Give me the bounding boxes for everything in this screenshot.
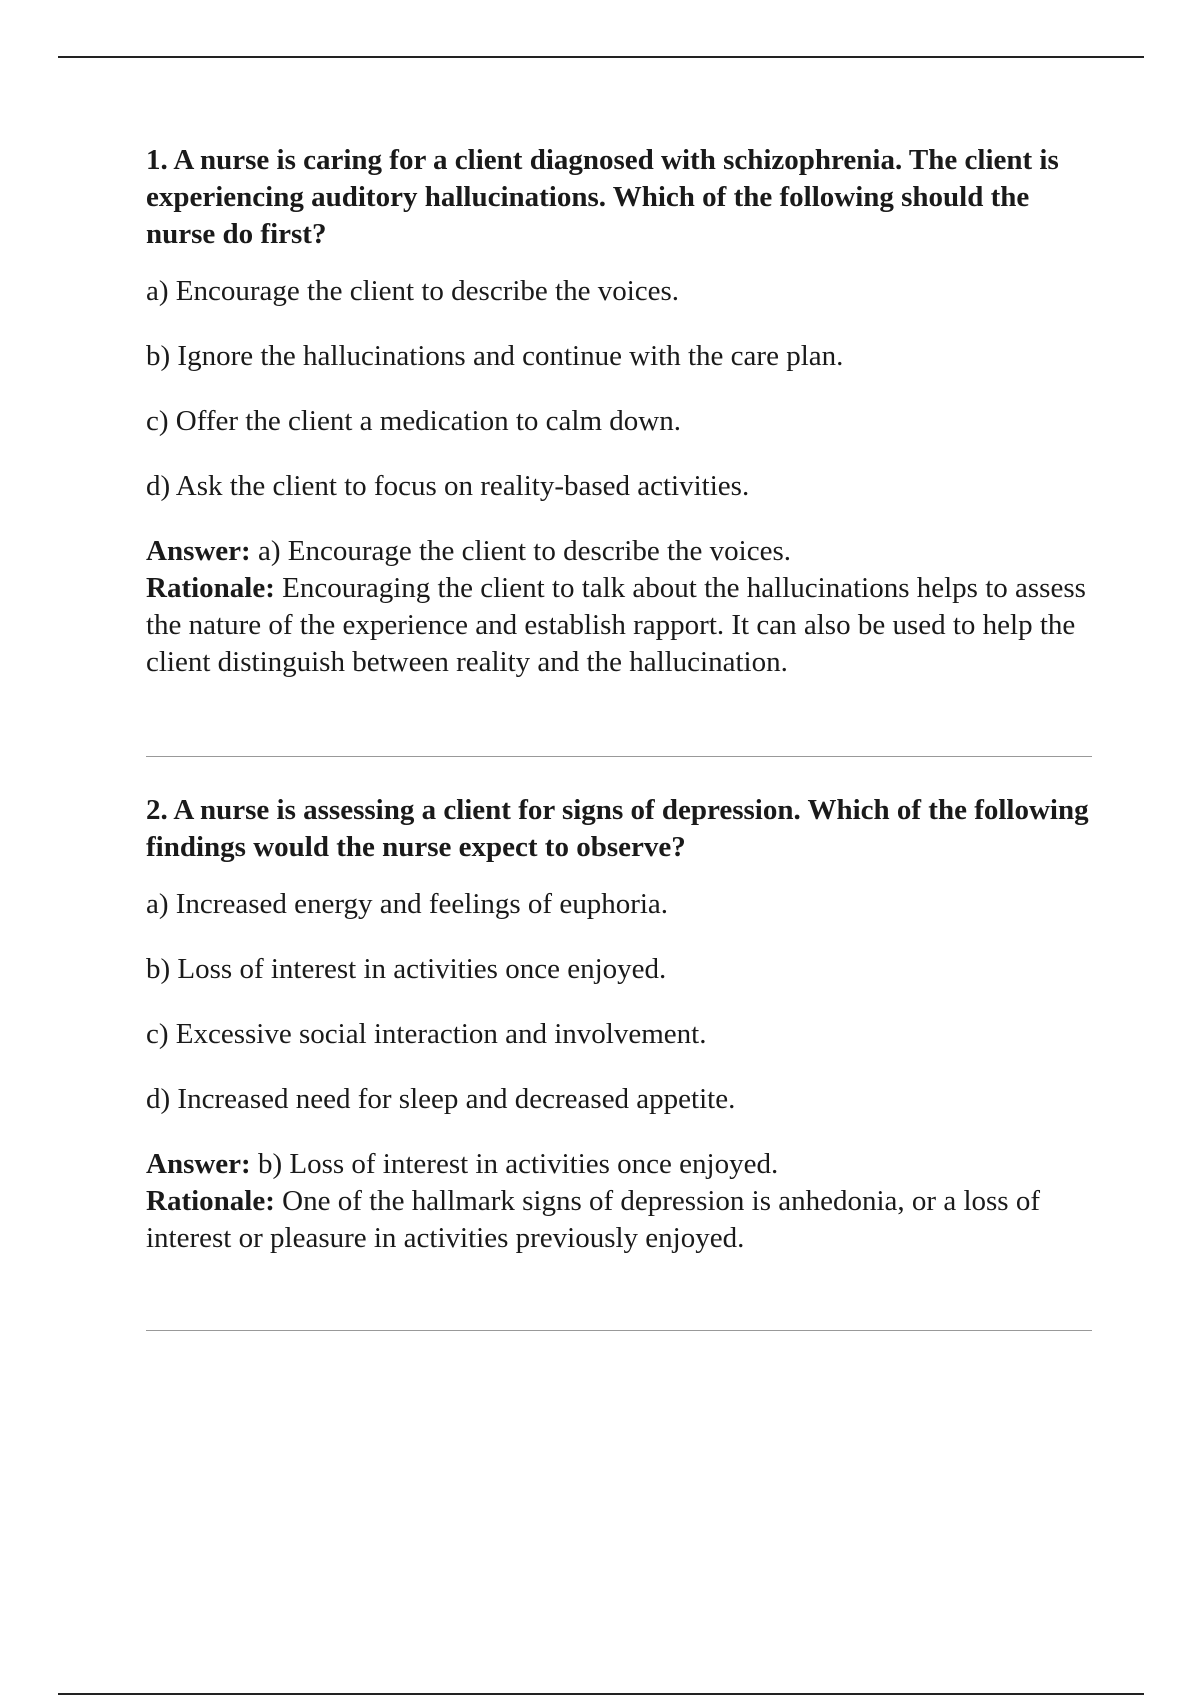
answer-line [146, 1146, 1096, 1183]
answer-label: Answer: [146, 1148, 251, 1180]
question-separator [146, 756, 1092, 757]
question-separator [146, 1330, 1092, 1331]
rationale-label: Rationale: [146, 572, 275, 604]
option-c: c) Excessive social interaction and involvement. [146, 1018, 707, 1050]
option-d: d) Ask the client to focus on reality-based activities. [146, 470, 750, 502]
question-text: 1. A nurse is caring for a client diagnosed with schizophrenia. The client is experiencing auditory hallucinations. Which of the following should the nurse do first? [146, 144, 1059, 250]
rationale-line [146, 1183, 1096, 1257]
option-b: b) Ignore the hallucinations and continue with the care plan. [146, 340, 844, 372]
rationale-text: One of the hallmark signs of depression is anhedonia, or a loss of interest or pleasure in activities previously enjoyed. [146, 1185, 1040, 1254]
answer-label: Answer: [146, 535, 251, 567]
option-a: a) Increased energy and feelings of euphoria. [146, 888, 669, 920]
page-top-rule [58, 56, 1144, 58]
question-block-1 [146, 142, 1096, 681]
rationale-line [146, 570, 1096, 681]
rationale-text: Encouraging the client to talk about the hallucinations helps to assess the nature of the experience and establish rapport. It can also be used to help the client distinguish between reality and the hallucination. [146, 572, 1086, 678]
question-block-2 [146, 792, 1096, 1257]
rationale-label: Rationale: [146, 1185, 275, 1217]
option-b: b) Loss of interest in activities once enjoyed. [146, 953, 667, 985]
option-d: d) Increased need for sleep and decreased appetite. [146, 1083, 736, 1115]
answer-text: b) Loss of interest in activities once enjoyed. [257, 1148, 779, 1180]
option-a: a) Encourage the client to describe the voices. [146, 275, 680, 307]
option-c: c) Offer the client a medication to calm down. [146, 405, 681, 437]
answer-line [146, 533, 1096, 570]
answer-text: a) Encourage the client to describe the voices. [257, 535, 791, 567]
question-text: 2. A nurse is assessing a client for signs of depression. Which of the following findings would the nurse expect to observe? [146, 794, 1089, 863]
page-bottom-rule [58, 1693, 1144, 1695]
